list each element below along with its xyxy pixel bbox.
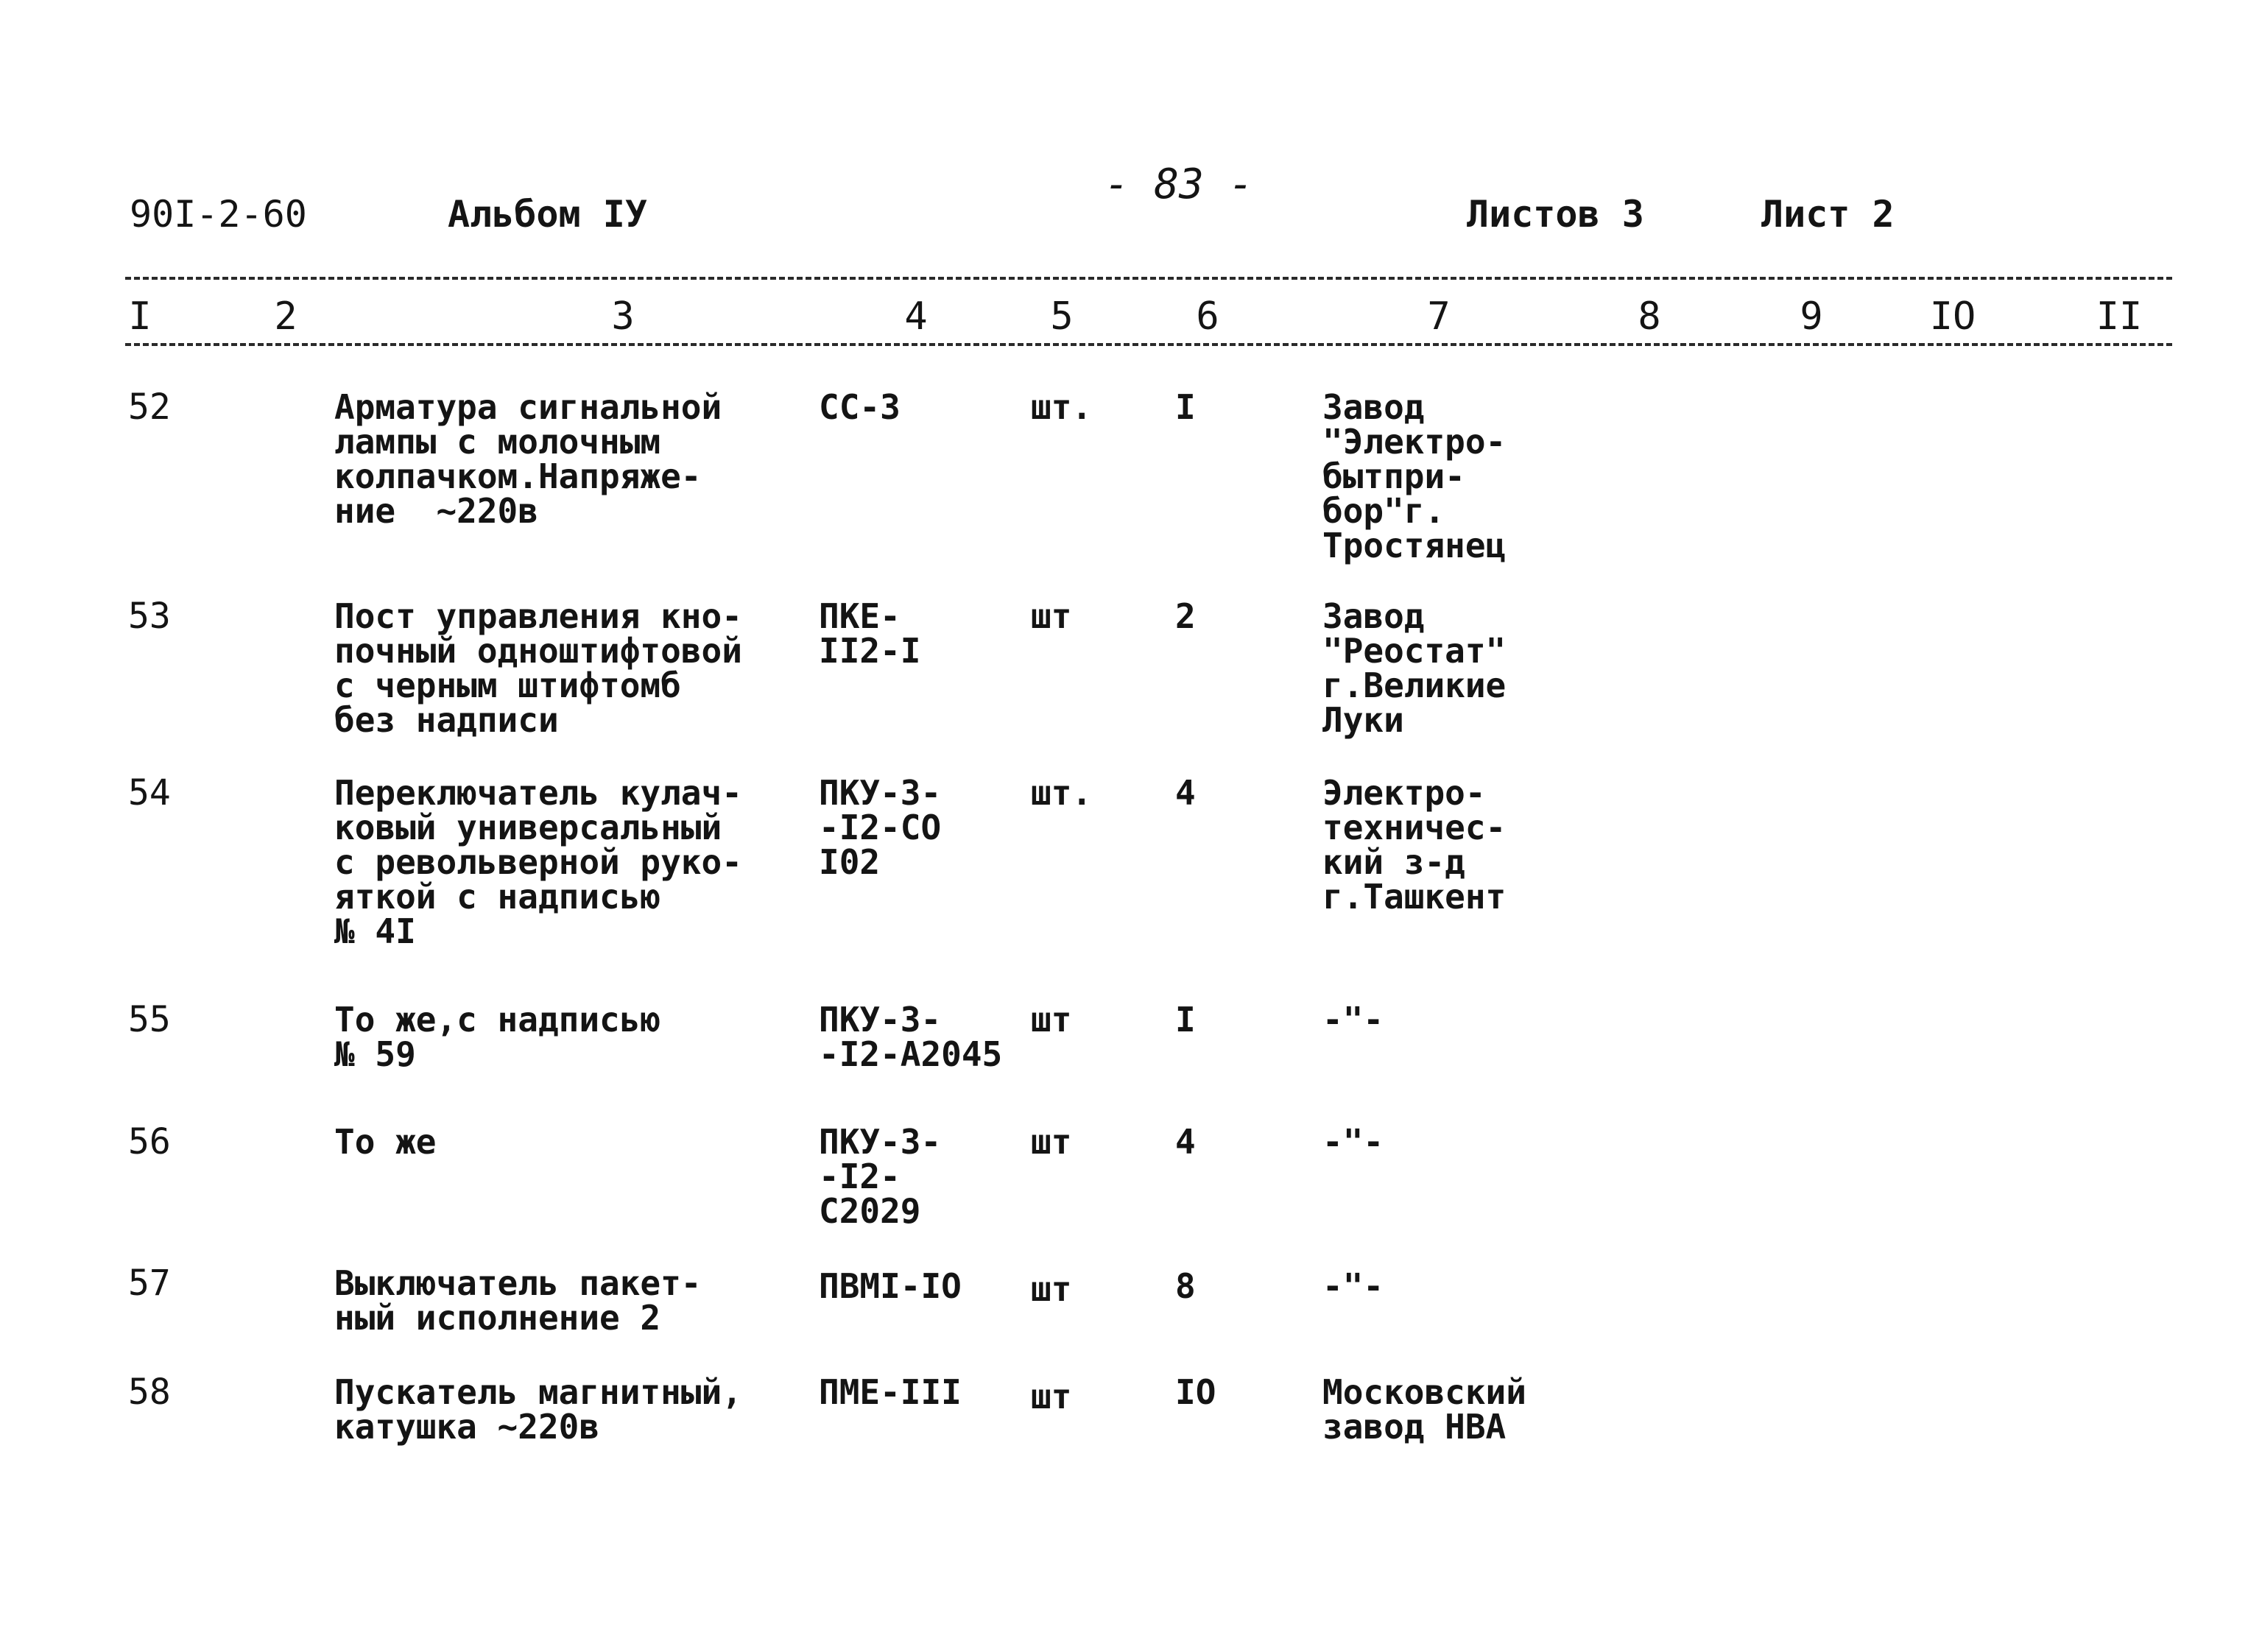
item-type: ПМЕ-III [819, 1372, 962, 1412]
item-type: ПКУ-3- -I2- С2029 [819, 1122, 942, 1231]
item-quantity: I [1175, 1000, 1196, 1039]
column-header: 9 [1800, 294, 1823, 339]
header-bottom-rule [125, 343, 2172, 346]
column-header: 4 [904, 294, 928, 339]
column-header: 8 [1638, 294, 1661, 339]
item-quantity: IO [1175, 1372, 1216, 1412]
item-unit: шт [1031, 1269, 1072, 1309]
item-name: Арматура сигнальной лампы с молочным колпачком.Напряже- ние ~220в [334, 387, 722, 531]
page-number: - 83 - [1104, 160, 1254, 208]
item-manufacturer: Завод "Реостат" г.Великие Луки [1322, 596, 1507, 740]
item-quantity: 4 [1175, 773, 1196, 813]
row-number: 53 [128, 596, 171, 637]
item-quantity: 8 [1175, 1266, 1196, 1306]
row-number: 57 [128, 1263, 171, 1304]
item-manufacturer: -"- [1322, 1000, 1384, 1039]
row-number: 58 [128, 1372, 171, 1413]
item-unit: шт. [1031, 773, 1093, 813]
sheet-number: Лист 2 [1761, 193, 1895, 236]
column-header: 7 [1427, 294, 1451, 339]
item-manufacturer: -"- [1322, 1122, 1384, 1162]
item-manufacturer: Московский завод НВА [1322, 1372, 1526, 1447]
sheets-total: Листов 3 [1467, 193, 1644, 236]
column-header: II [2096, 294, 2143, 339]
header-top-rule [125, 277, 2172, 280]
item-name: Выключатель пакет- ный исполнение 2 [334, 1263, 702, 1338]
item-name: Пост управления кно- почный одноштифтовой с черным штифтомб без надписи [334, 596, 742, 740]
item-unit: шт [1031, 1000, 1072, 1039]
item-type: ПКЕ- II2-I [819, 596, 921, 671]
item-name: То же [334, 1122, 437, 1162]
item-quantity: I [1175, 387, 1196, 427]
item-unit: шт [1031, 1377, 1072, 1416]
row-number: 55 [128, 999, 171, 1040]
column-header: I [128, 294, 152, 339]
item-unit: шт [1031, 596, 1072, 636]
item-type: СС-3 [819, 387, 901, 427]
item-manufacturer: -"- [1322, 1266, 1384, 1306]
album-label: Альбом IУ [448, 193, 647, 236]
item-quantity: 4 [1175, 1122, 1196, 1162]
item-unit: шт [1031, 1122, 1072, 1162]
item-quantity: 2 [1175, 596, 1196, 636]
item-manufacturer: Завод "Электро- бытпри- бор"г. Тростянец [1322, 387, 1507, 565]
item-type: ПВМI-IO [819, 1266, 962, 1306]
item-name: Переключатель кулач- ковый универсальный с револьверной руко- яткой с надписью № 4I [334, 773, 742, 951]
row-number: 52 [128, 386, 171, 428]
column-header: 3 [611, 294, 635, 339]
item-name: То же,с надписью № 59 [334, 1000, 661, 1074]
column-header: 2 [274, 294, 297, 339]
item-unit: шт. [1031, 387, 1093, 427]
item-name: Пускатель магнитный, катушка ~220в [334, 1372, 742, 1447]
column-header: IO [1929, 294, 1976, 339]
row-number: 56 [128, 1121, 171, 1162]
column-header: 5 [1050, 294, 1074, 339]
item-manufacturer: Электро- техничес- кий з-д г.Ташкент [1322, 773, 1507, 917]
item-type: ПКУ-3- -I2-А2045 [819, 1000, 1003, 1074]
column-header: 6 [1196, 294, 1219, 339]
document-code: 90I-2-60 [130, 193, 307, 236]
item-type: ПКУ-3- -I2-СО I02 [819, 773, 942, 882]
row-number: 54 [128, 772, 171, 813]
